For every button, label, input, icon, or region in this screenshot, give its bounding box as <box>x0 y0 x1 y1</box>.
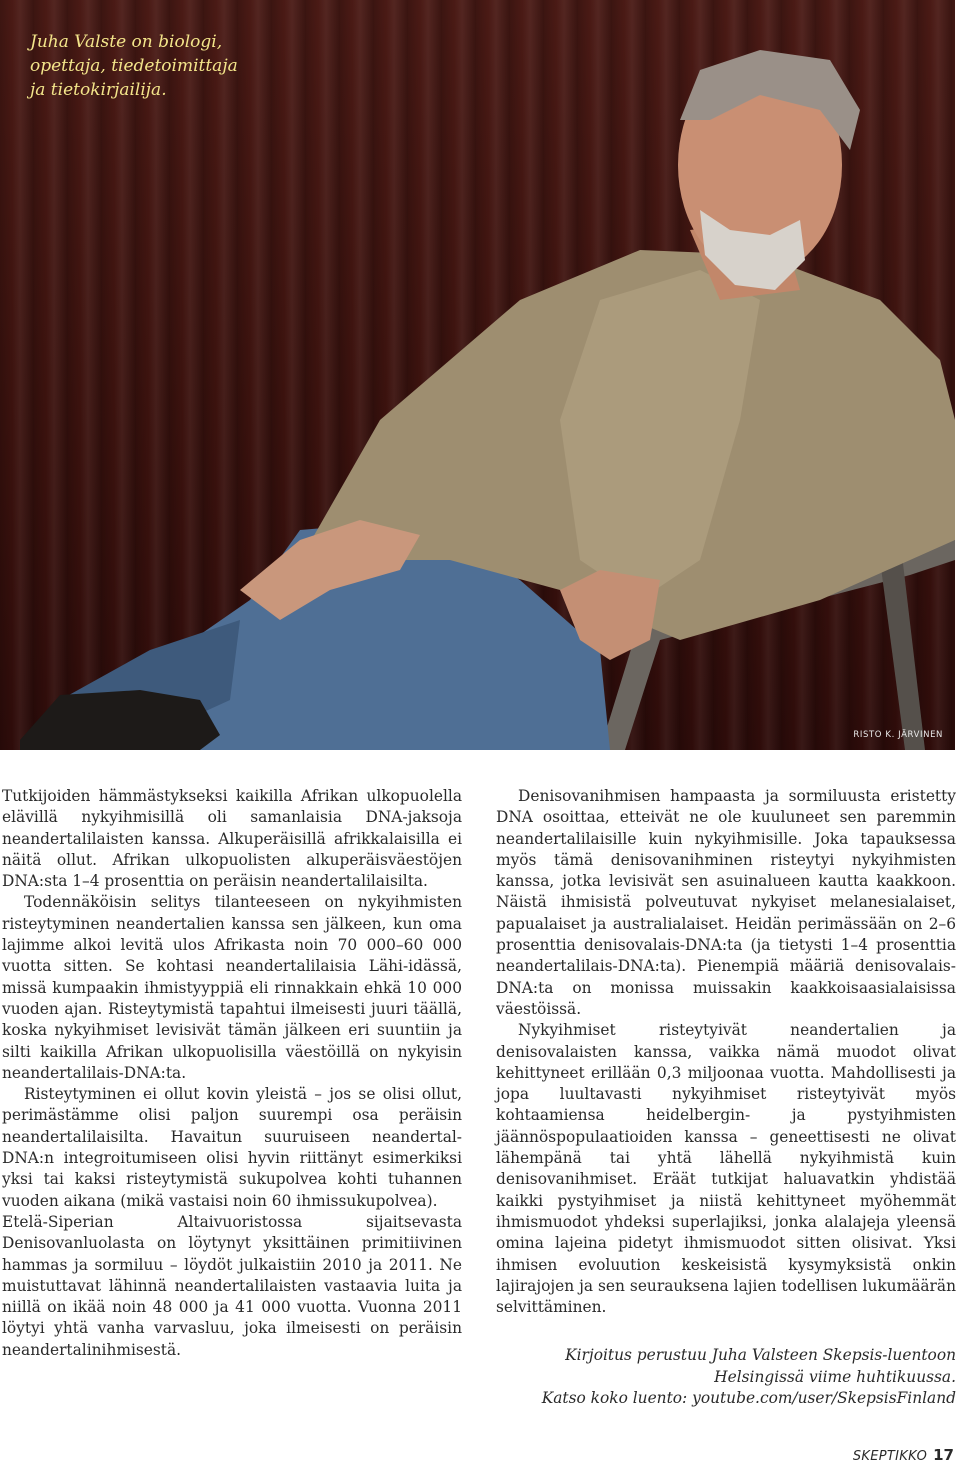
paragraph: Denisovanihmisen hampaasta ja sormiluusta eristetty DNA osoittaa, etteivät ne ole kuuluneet sen paremmin neandertalilaisille kuin nykyihmisille. Joka tapauksessa myös tämä denisovanihminen risteytyi nykyihmisten kanssa, jotka levisivät sen asuinalueen kautta kaakkoon. Näistä ihmisistä polveutuvat nykyiset melanesialaiset, papualaiset ja australialaiset. Heidän perimässään on 2–6 prosenttia denisovalais-DNA:ta (ja tietysti 1–4 prosenttia neandertalilais-DNA:ta). Pienempiä määriä denisovalais-DNA:ta on monissa muissakin kaakkoisaasialaisissa väestöissä. <box>496 787 956 1018</box>
right-column <box>496 786 956 1410</box>
photo-caption <box>30 30 270 102</box>
photo-credit: RISTO K. JÄRVINEN <box>853 730 943 740</box>
caption-line: ja tietokirjailija. <box>30 80 167 100</box>
source-note <box>496 1345 956 1410</box>
paragraph: Risteytyminen ei ollut kovin yleistä – jos se olisi ollut, perimästämme olisi paljon suurempi osa peräisin neandertalilaisilta. Havaitun suuruiseen neandertal-DNA:n integroitumiseen olisi hyvin riittänyt esimerkiksi yksi tai kaksi risteytymistä sukupolvea kohti tuhannen vuoden aikana (mikä vastaisi noin 60 ihmissukupolvea). <box>2 1085 462 1210</box>
note-line: Kirjoitus perustuu Juha Valsteen Skepsis-luentoon <box>565 1346 956 1365</box>
page-footer <box>853 1446 954 1464</box>
caption-line: opettaja, tiedetoimittaja <box>30 56 238 76</box>
left-column <box>2 786 462 1361</box>
paragraph: Todennäköisin selitys tilanteeseen on nykyihmisten risteytyminen neandertalien kanssa sen jälkeen, kun oma lajimme alkoi levitä ulos Afrikasta noin 70 000–60 000 vuotta sitten. Se kohtasi neandertalilaisia Lähi-idässä, missä kumpaakin ihmistyyppiä eli rinnakkain ehkä 10 000 vuoden ajan. Risteytymistä tapahtui ilmeisesti juuri täällä, koska nykyihmiset levisivät tämän jälkeen eri suuntiin ja silti kaikilla Afrikan ulkopuolisilla väestöillä on nykyisin neandertalilais-DNA:ta. <box>2 893 462 1082</box>
note-line: Katso koko luento: youtube.com/user/SkepsisFinland <box>541 1389 956 1408</box>
note-line: Helsingissä viime huhtikuussa. <box>714 1367 956 1386</box>
magazine-name: SKEPTIKKO <box>852 1449 928 1464</box>
paragraph: Etelä-Siperian Altaivuoristossa sijaitsevasta Denisovanluolasta on löytynyt yksittäinen primitiivinen hammas ja sormiluu – löydöt julkaistiin 2010 ja 2011. Ne muistuttavat lähinnä neandertalilaisten vastaavia luita ja niillä on ikää noin 48 000 ja 41 000 vuotta. Vuonna 2011 löytyi yhtä vanha varvasluu, joka ilmeisesti on peräisin neandertalinihmisestä. <box>2 1212 462 1359</box>
page-number: 17 <box>933 1446 954 1464</box>
paragraph: Tutkijoiden hämmästykseksi kaikilla Afrikan ulkopuolella elävillä nykyihmisillä oli samanlaisia DNA-jaksoja neandertalilaisten kanssa. Alkuperäisillä afrikkalaisilla ei näitä ollut. Afrikan ulkopuolisten alkuperäisväestöjen DNA:sta 1–4 prosenttia on peräisin neandertalilaisilta. <box>2 787 462 891</box>
paragraph: Nykyihmiset risteytyivät neandertalien ja denisovalaisten kanssa, vaikka nämä muodot olivat kehittyneet erillään 0,3 miljoonaa vuotta. Mahdollisesti ja jopa luultavasti nykyihmiset risteytyivät myös kohtaamiensa heidelbergin- ja pystyihmisten jäännöspopulaatioiden kanssa – geneettisesti ne olivat lähempänä tai yhtä lähellä nykyihmistä kuin denisovanihmiset. Eräät tutkijat haluavatkin yhdistää kaikki pystyihmiset ja niistä kehittyneet myöhemmät ihmismuodot yhdeksi superlajiksi, jonka alalajeja yleensä omina lajeina pidetyt ihmismuodot sitten olisivat. Yksi ihmisen evoluution keskeisistä kysymyksistä onkin lajirajojen ja sen seurauksena lajien todellisen lukumäärän selvittäminen. <box>496 1021 956 1317</box>
caption-line: Juha Valste on biologi, <box>30 32 223 52</box>
